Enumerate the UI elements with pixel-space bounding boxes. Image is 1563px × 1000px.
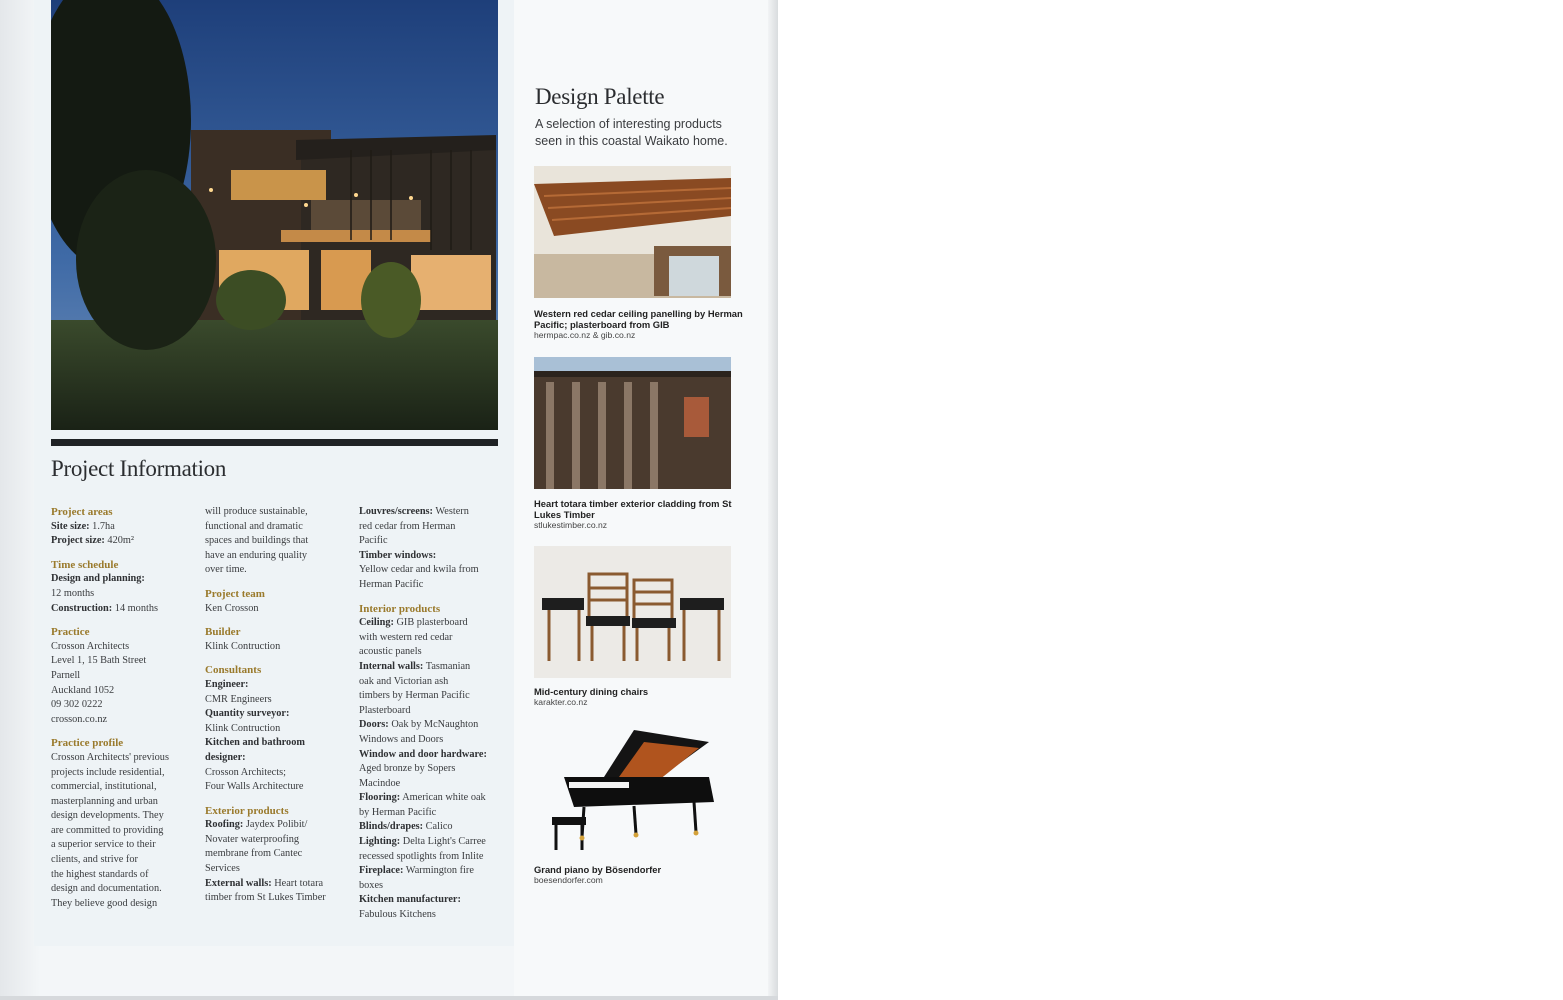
text-line: functional and dramatic	[205, 520, 303, 532]
field-label: Fireplace:	[359, 865, 404, 877]
totara-cladding-photo	[534, 357, 731, 489]
text-line: membrane from Cantec	[205, 848, 303, 860]
caption-title: Western red cedar ceiling panelling by Herman Pacific; plasterboard from GIB	[534, 308, 743, 330]
section-heading: Practice profile	[51, 737, 124, 750]
field-value: Delta Light's Carree	[400, 836, 486, 848]
text-line: Klink Contruction	[205, 640, 281, 652]
caption-url: karakter.co.nz	[534, 697, 588, 707]
section-heading: Consultants	[205, 664, 262, 677]
text-line: They believe good design	[51, 897, 158, 909]
field-row	[205, 877, 355, 892]
text-line: boxes	[359, 879, 384, 891]
grand-piano-photo	[534, 722, 731, 854]
field-label: Construction:	[51, 602, 113, 614]
text-line: acoustic panels	[359, 646, 422, 658]
caption-url: stlukestimber.co.nz	[534, 520, 608, 530]
field-label: Flooring:	[359, 792, 401, 804]
text-line: by Herman Pacific	[359, 806, 437, 818]
field-label: Site size:	[51, 520, 90, 532]
caption-dining-chairs	[534, 686, 754, 708]
caption-url: hermpac.co.nz & gib.co.nz	[534, 330, 636, 340]
project-info-title: Project Information	[51, 456, 227, 481]
text-line: Yellow cedar and kwila from	[359, 564, 479, 576]
house-exterior-photo	[51, 0, 498, 430]
field-label: Ceiling:	[359, 617, 394, 629]
text-line: 12 months	[51, 587, 95, 599]
page-bottom-edge	[0, 996, 778, 1000]
text-line: will produce sustainable,	[205, 506, 308, 517]
text-line: design and documentation.	[51, 883, 162, 895]
text-line: commercial, institutional,	[51, 781, 157, 793]
caption-title: Heart totara timber exterior cladding from St Lukes Timber	[534, 498, 732, 520]
field-label: designer:	[205, 751, 246, 763]
field-value: Heart totara	[271, 877, 324, 889]
text-line: red cedar from Herman	[359, 520, 456, 532]
field-label: Quantity surveyor:	[205, 708, 290, 720]
field-label: Project size:	[51, 535, 105, 547]
caption-cedar-ceiling	[534, 308, 754, 341]
field-value: Tasmanian	[423, 660, 471, 672]
field-row	[51, 602, 201, 617]
text-line: Parnell	[51, 669, 81, 681]
text-line: Ken Crosson	[205, 602, 259, 614]
field-row	[51, 534, 201, 549]
text-line: Auckland 1052	[51, 684, 115, 696]
field-value: Warmington fire	[403, 865, 474, 877]
info-column-3	[359, 505, 509, 923]
text-line: Klink Contruction	[205, 722, 281, 734]
field-row	[359, 835, 509, 850]
field-label: Louvres/screens:	[359, 506, 433, 517]
field-value: 14 months	[112, 602, 158, 614]
field-label: Blinds/drapes:	[359, 821, 424, 833]
text-line: recessed spotlights from Inlite	[359, 850, 484, 862]
text-line: Crosson Architects' previous	[51, 751, 169, 763]
design-palette-title: Design Palette	[535, 84, 665, 109]
field-row	[359, 616, 509, 631]
text-line: spaces and buildings that	[205, 535, 309, 547]
cedar-ceiling-photo	[534, 166, 731, 298]
field-label: Window and door hardware:	[359, 748, 487, 760]
text-line: CMR Engineers	[205, 693, 272, 705]
section-heading: Exterior products	[205, 804, 289, 817]
field-value: Calico	[423, 821, 453, 833]
text-line: 09 302 0222	[51, 699, 103, 711]
text-line: Macindoe	[359, 777, 401, 789]
design-palette-subtitle: A selection of interesting products seen in this coastal Waikato home.	[535, 117, 728, 148]
text-line: Four Walls Architecture	[205, 781, 304, 793]
field-value: 420m²	[104, 535, 134, 547]
field-label: Internal walls:	[359, 660, 424, 672]
text-line: over time.	[205, 564, 247, 576]
section-heading: Interior products	[359, 602, 441, 615]
section-heading: Practice	[51, 626, 90, 639]
text-line: Crosson Architects;	[205, 766, 286, 778]
field-row	[359, 505, 509, 520]
text-line: timbers by Herman Pacific	[359, 690, 470, 702]
field-label: External walls:	[205, 877, 272, 889]
page-edge	[768, 0, 778, 1000]
field-value: GIB plasterboard	[393, 617, 468, 629]
field-row	[359, 660, 509, 675]
text-line: Herman Pacific	[359, 578, 424, 590]
text-line: are committed to providing	[51, 824, 164, 836]
field-label: Kitchen and bathroom	[205, 737, 305, 749]
info-column-2	[205, 505, 355, 906]
text-line: Pacific	[359, 535, 388, 547]
section-rule	[51, 439, 498, 446]
caption-url: boesendorfer.com	[534, 875, 603, 885]
field-value: Jaydex Polibit/	[243, 819, 308, 831]
field-row	[205, 818, 355, 833]
section-heading: Time schedule	[51, 558, 119, 571]
section-heading: Builder	[205, 626, 241, 639]
field-value: 1.7ha	[89, 520, 115, 532]
caption-title: Grand piano by Bösendorfer	[534, 864, 662, 875]
text-line: Level 1, 15 Bath Street	[51, 655, 147, 667]
text-line: Plasterboard	[359, 704, 411, 716]
field-row	[51, 520, 201, 535]
text-line: with western red cedar	[359, 631, 453, 643]
caption-title: Mid-century dining chairs	[534, 686, 649, 697]
text-line: Windows and Doors	[359, 733, 444, 745]
text-line: the highest standards of	[51, 868, 149, 880]
field-label: Roofing:	[205, 819, 244, 831]
text-line: crosson.co.nz	[51, 713, 108, 725]
field-label: Design and planning:	[51, 573, 145, 585]
text-line: clients, and strive for	[51, 854, 138, 866]
section-heading: Project team	[205, 587, 265, 600]
text-line: oak and Victorian ash	[359, 675, 449, 687]
caption-grand-piano	[534, 864, 754, 886]
text-line: timber from St Lukes Timber	[205, 892, 326, 904]
field-label: Kitchen manufacturer:	[359, 894, 461, 906]
text-line: masterplanning and urban	[51, 795, 158, 807]
text-line: a superior service to their	[51, 839, 156, 851]
field-value: American white oak	[400, 792, 486, 804]
dining-chairs-photo	[534, 546, 731, 678]
field-row	[359, 718, 509, 733]
field-row	[359, 791, 509, 806]
field-value: Western	[432, 506, 469, 517]
field-label: Engineer:	[205, 678, 249, 690]
field-value: Oak by McNaughton	[388, 719, 479, 731]
field-label: Lighting:	[359, 836, 401, 848]
caption-totara-cladding	[534, 498, 754, 531]
text-line: Aged bronze by Sopers	[359, 763, 456, 775]
text-line: design developments. They	[51, 810, 164, 822]
field-row	[359, 864, 509, 879]
text-line: projects include residential,	[51, 766, 165, 778]
section-heading: Project areas	[51, 506, 113, 518]
text-line: Services	[205, 863, 240, 875]
text-line: Crosson Architects	[51, 640, 130, 652]
field-label: Doors:	[359, 719, 389, 731]
info-column-1	[51, 505, 201, 911]
text-line: Fabulous Kitchens	[359, 909, 436, 921]
field-label: Timber windows:	[359, 549, 437, 561]
text-line: Novater waterproofing	[205, 833, 300, 845]
field-row	[359, 820, 509, 835]
text-line: have an enduring quality	[205, 549, 308, 561]
